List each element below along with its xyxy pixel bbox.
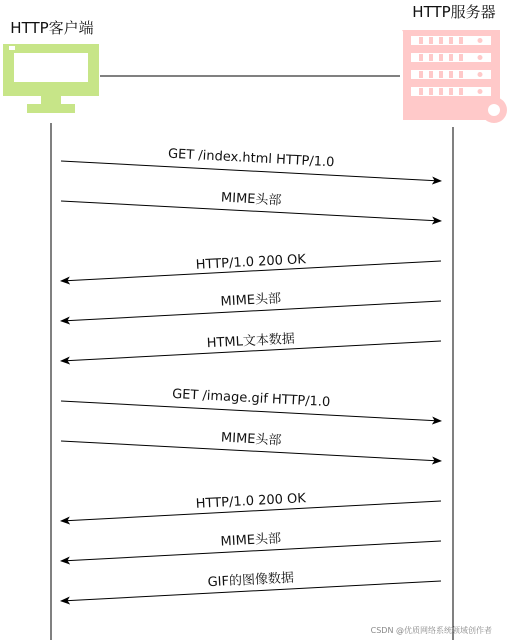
message-label-10: GIF的图像数据 (207, 570, 295, 591)
watermark-text: CSDN @优质网络系统领域创作者 (370, 626, 492, 635)
message-label-8: HTTP/1.0 200 OK (195, 491, 307, 512)
message-label-1: GET /index.html HTTP/1.0 (167, 146, 335, 171)
message-label-7: MIME头部 (220, 430, 282, 449)
message-label-3: HTTP/1.0 200 OK (195, 252, 307, 273)
server-rack-icon (402, 30, 507, 123)
client-title: HTTP客户端 (10, 19, 94, 37)
server-title: HTTP服务器 (412, 3, 496, 21)
message-label-5: HTML文本数据 (206, 331, 296, 352)
message-label-9: MIME头部 (220, 531, 282, 550)
message-label-6: GET /image.gif HTTP/1.0 (171, 386, 331, 411)
desktop-computer-icon (3, 44, 99, 113)
message-label-2: MIME头部 (220, 190, 282, 209)
message-label-4: MIME头部 (220, 291, 282, 310)
message-list (61, 147, 441, 601)
